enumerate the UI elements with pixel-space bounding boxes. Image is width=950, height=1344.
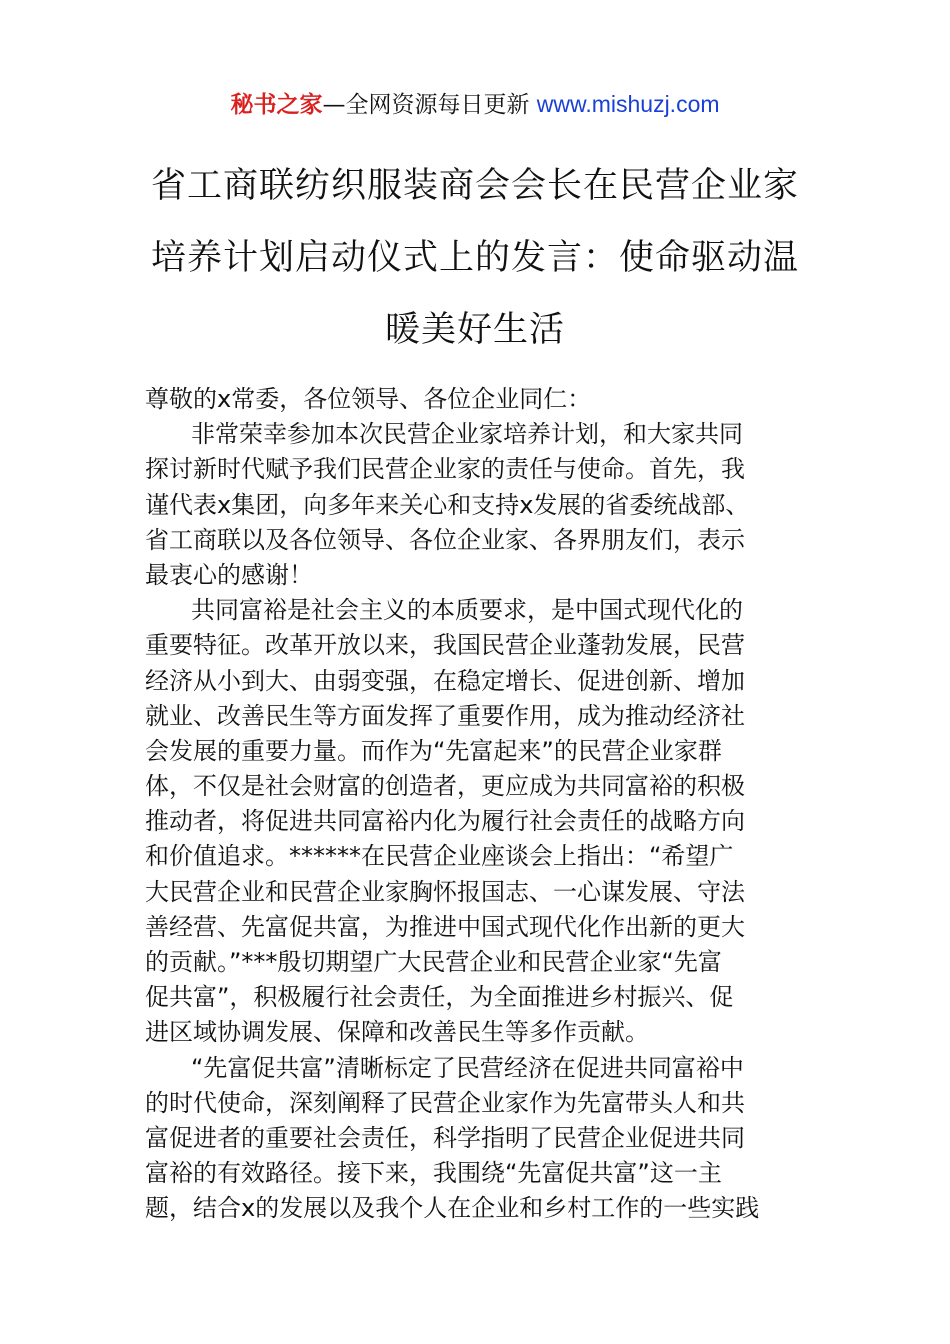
body-line: 富裕的有效路径。接下来，我围绕“先富促共富”这一主 bbox=[145, 1159, 722, 1188]
document-body bbox=[145, 382, 810, 1227]
document-title bbox=[140, 150, 810, 366]
body-line: 体，不仅是社会财富的创造者，更应成为共同富裕的积极 bbox=[145, 772, 745, 801]
salutation: 尊敬的x常委，各位领导、各位企业同仁： bbox=[145, 385, 592, 413]
title-line: 培养计划启动仪式上的发言：使命驱动温 bbox=[150, 238, 799, 278]
header-tagline: —全网资源每日更新 bbox=[322, 92, 537, 118]
site-header bbox=[0, 88, 950, 121]
title-line: 省工商联纺织服装商会会长在民营企业家 bbox=[150, 166, 799, 206]
body-line: 共同富裕是社会主义的本质要求，是中国式现代化的 bbox=[191, 596, 743, 625]
body-line: 非常荣幸参加本次民营企业家培养计划，和大家共同 bbox=[191, 420, 743, 449]
site-link[interactable]: www.mishuzj.com bbox=[536, 91, 720, 117]
brand-name: 秘书之家 bbox=[230, 92, 323, 118]
body-line: 进区域协调发展、保障和改善民生等多作贡献。 bbox=[145, 1018, 649, 1047]
body-line: 题，结合x的发展以及我个人在企业和乡村工作的一些实践 bbox=[145, 1194, 760, 1223]
body-line: 大民营企业和民营企业家胸怀报国志、一心谋发展、守法 bbox=[145, 877, 745, 906]
body-line: 谨代表x集团，向多年来关心和支持x发展的省委统战部、 bbox=[145, 490, 750, 519]
body-line: 和价值追求。******在民营企业座谈会上指出：“希望广 bbox=[145, 842, 734, 871]
body-line: 经济从小到大、由弱变强，在稳定增长、促进创新、增加 bbox=[145, 666, 745, 695]
body-line: 促共富”，积极履行社会责任，为全面推进乡村振兴、促 bbox=[145, 983, 734, 1012]
body-line: 的贡献。”***殷切期望广大民营企业和民营企业家“先富 bbox=[145, 948, 722, 976]
body-line: “先富促共富”清晰标定了民营经济在促进共同富裕中 bbox=[191, 1053, 744, 1082]
body-line: 善经营、先富促共富，为推进中国式现代化作出新的更大 bbox=[145, 912, 745, 941]
body-line: 推动者，将促进共同富裕内化为履行社会责任的战略方向 bbox=[145, 807, 745, 836]
body-line: 省工商联以及各位领导、各位企业家、各界朋友们，表示 bbox=[145, 525, 745, 554]
body-line: 重要特征。改革开放以来，我国民营企业蓬勃发展，民营 bbox=[145, 631, 745, 660]
title-line: 暖美好生活 bbox=[384, 310, 565, 350]
body-line: 探讨新时代赋予我们民营企业家的责任与使命。首先，我 bbox=[145, 455, 745, 484]
body-line: 的时代使命，深刻阐释了民营企业家作为先富带头人和共 bbox=[145, 1088, 745, 1117]
body-line: 就业、改善民生等方面发挥了重要作用，成为推动经济社 bbox=[145, 701, 745, 730]
body-line: 富促进者的重要社会责任，科学指明了民营企业促进共同 bbox=[145, 1123, 745, 1152]
body-line: 最衷心的感谢！ bbox=[145, 560, 313, 589]
body-line: 会发展的重要力量。而作为“先富起来”的民营企业家群 bbox=[145, 736, 722, 765]
